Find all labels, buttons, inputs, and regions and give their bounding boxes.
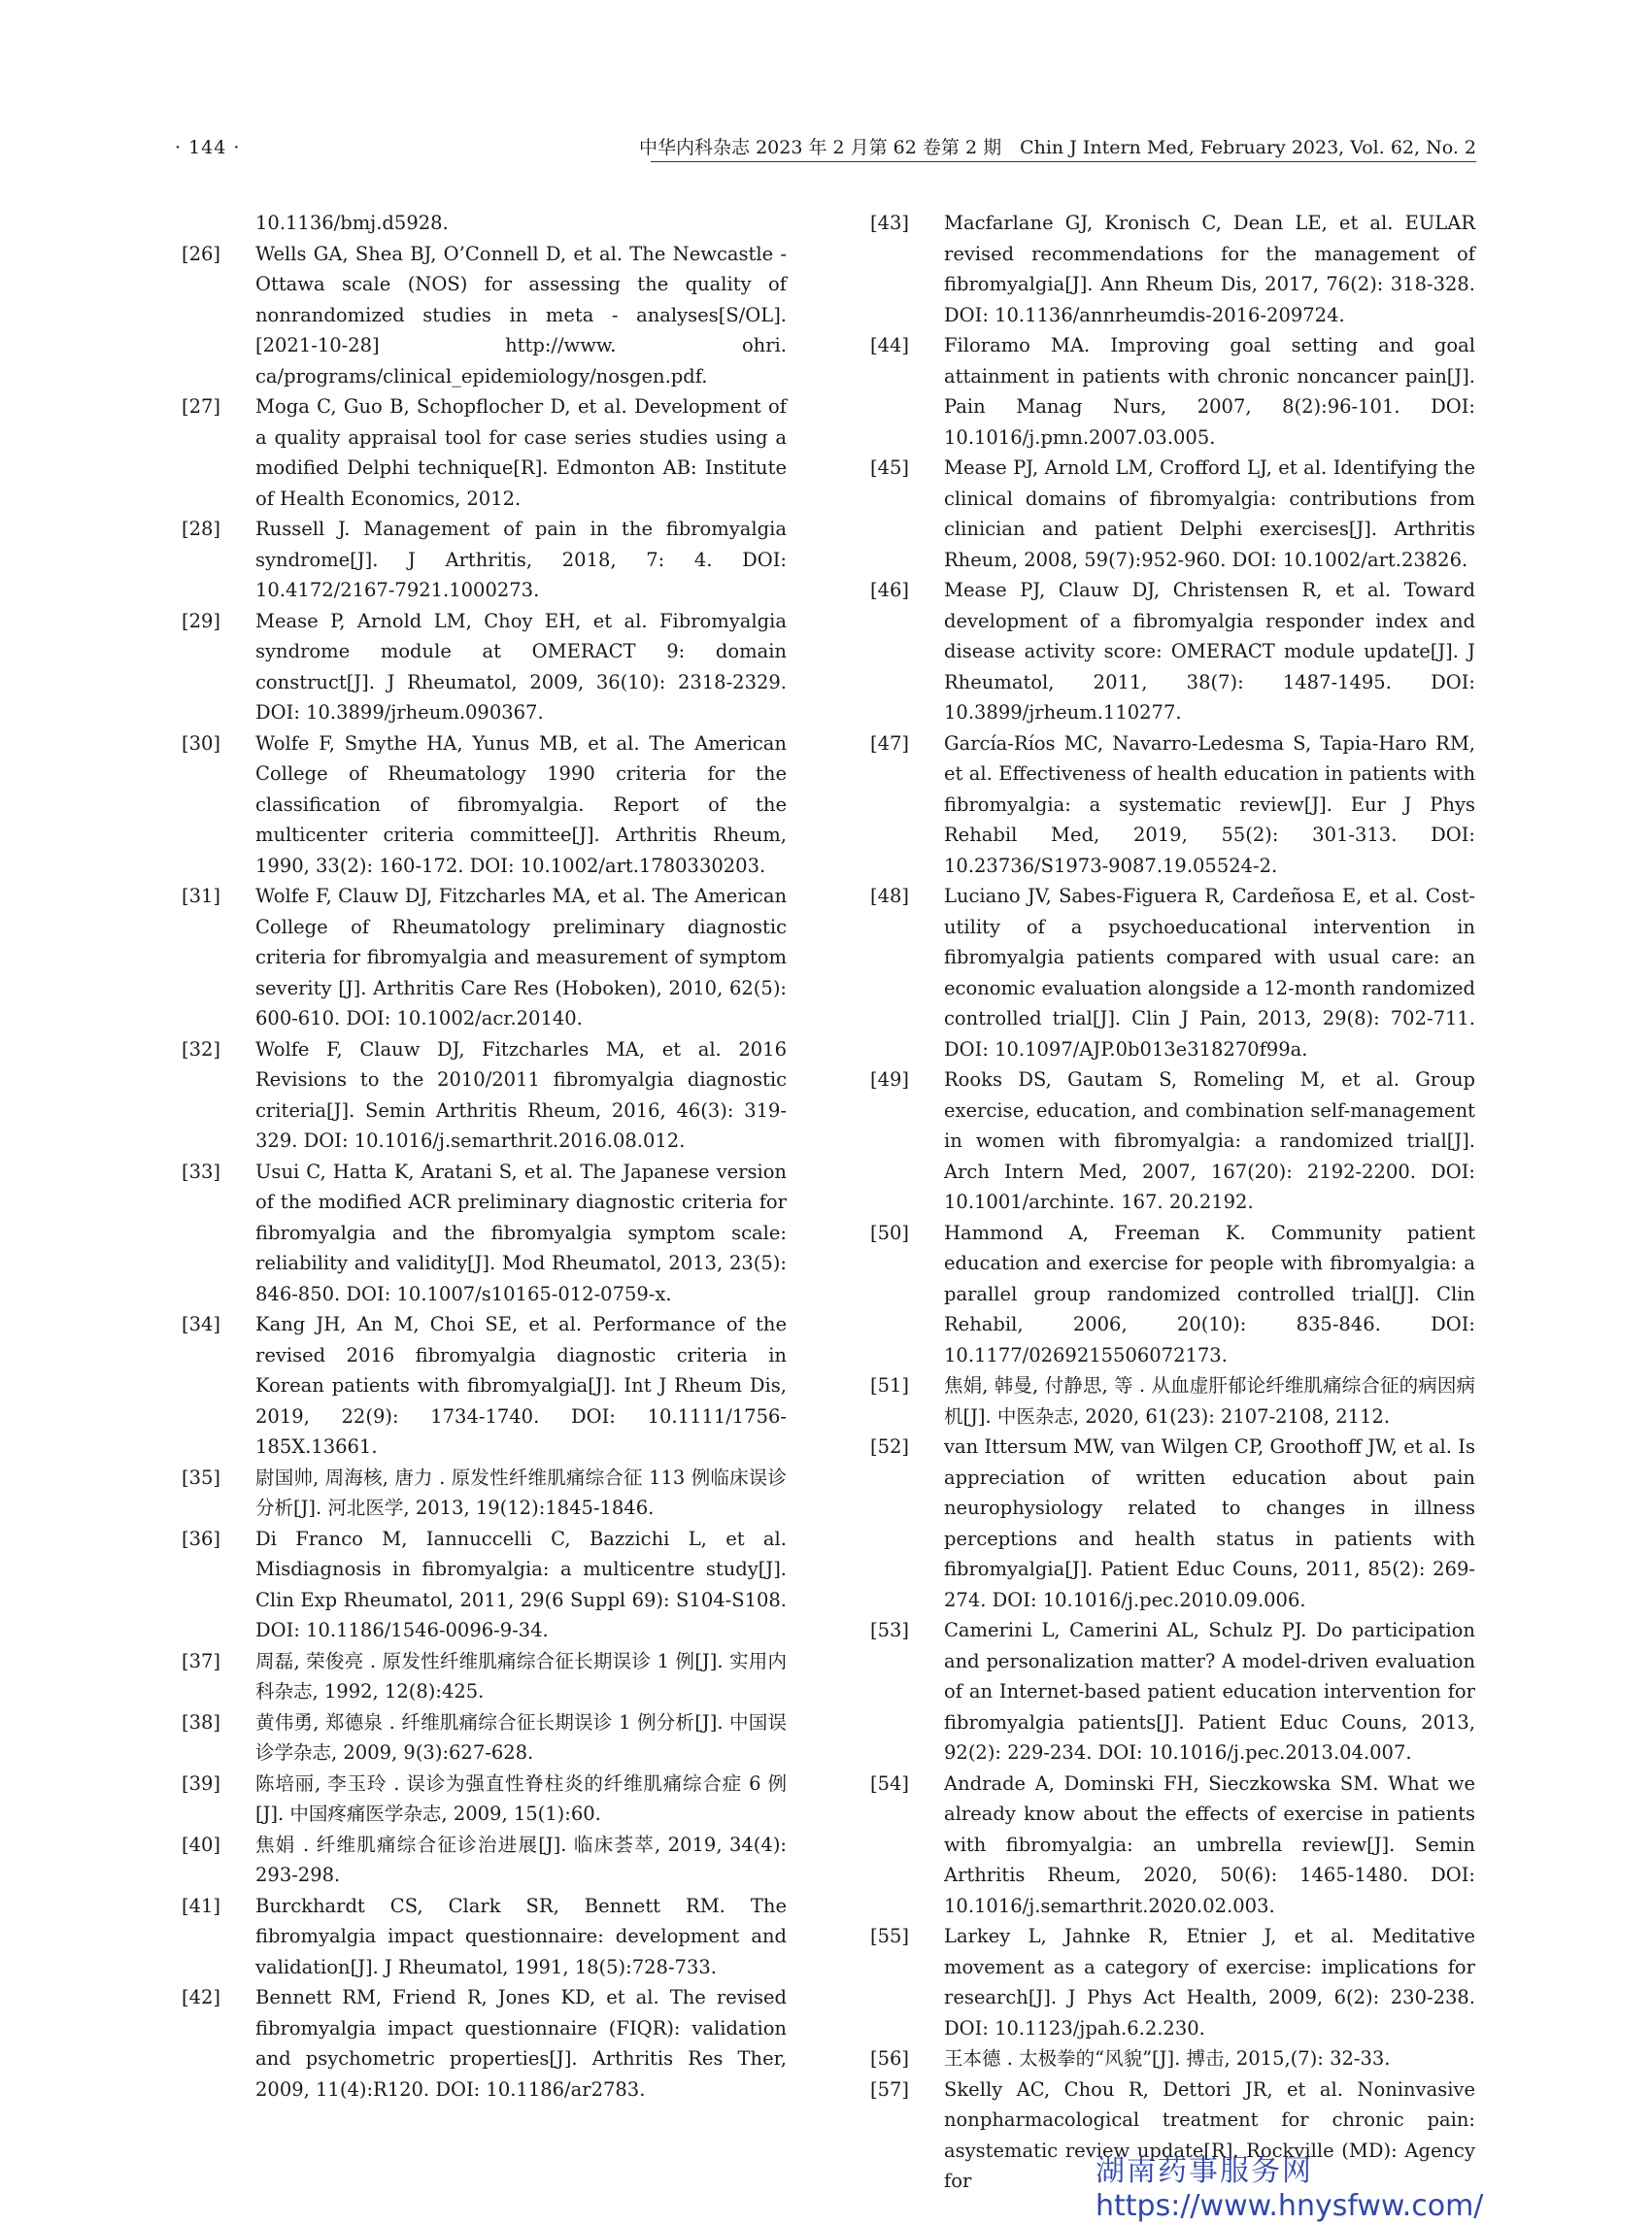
reference-text: Camerini L, Camerini AL, Schulz PJ. Do participation and personalization matter? A model-driven evaluation of an Internet-based patient education intervention for fibromyalgia patients[J]. Patient Educ Couns, 2013, 92(2): 229-234. DOI: 10.1016/j.pec.2013.04.007. [944, 1619, 1475, 1764]
reference-number: [48] [870, 885, 910, 907]
reference-item [861, 1064, 1475, 1218]
reference-column-left [173, 208, 787, 2105]
reference-item [173, 1830, 787, 1891]
reference-number: [47] [870, 731, 910, 755]
reference-number: [52] [870, 1435, 910, 1458]
reference-item [861, 208, 1475, 330]
reference-text: Mease PJ, Arnold LM, Crofford LJ, et al. Identifying the clinical domains of fibromyalgia: contributions from clinician and patient Delphi exercises[J]. Arthritis Rheum, 2008, 59(7):952-960. DOI: 10.1002/art.23826. [944, 456, 1475, 571]
watermark-url: https://www.hnysfww.com/ [1096, 2189, 1484, 2223]
reference-item [173, 1034, 787, 1157]
reference-item [173, 1891, 787, 1983]
reference-text: 周磊, 荣俊亮 . 原发性纤维肌痛综合征长期误诊 1 例[J]. 实用内科杂志, 1992, 12(8):425. [255, 1649, 787, 1702]
reference-number: [38] [182, 1710, 221, 1734]
reference-item [861, 1769, 1475, 1922]
reference-number: [51] [870, 1374, 910, 1397]
reference-text: Wolfe F, Clauw DJ, Fitzcharles MA, et al. The American College of Rheumatology preliminary diagnostic criteria for fibromyalgia and measurement of symptom severity [J]. Arthritis Care Res (Hoboken), 2010, 62(5): 600-610. DOI: 10.1002/acr.20140. [255, 885, 787, 1029]
reference-number: [27] [182, 395, 221, 418]
reference-number: [37] [182, 1649, 221, 1672]
reference-item [173, 1309, 787, 1463]
reference-item [173, 391, 787, 514]
reference-number: [40] [182, 1833, 221, 1856]
reference-item [861, 2043, 1475, 2074]
reference-number: [35] [182, 1466, 221, 1489]
reference-number: [45] [870, 456, 910, 479]
reference-number: [33] [182, 1160, 221, 1183]
reference-item [861, 881, 1475, 1064]
reference-text: Luciano JV, Sabes-Figuera R, Cardeñosa E, et al. Cost-utility of a psychoeducational intervention in fibromyalgia patients compared with usual care: an economic evaluation alongside a 12-month randomized controlled trial[J]. Clin J Pain, 2013, 29(8): 702-711. DOI: 10.1097/AJP.0b013e318270f99a. [944, 885, 1475, 1061]
reference-item [861, 575, 1475, 728]
reference-number: [36] [182, 1527, 221, 1550]
reference-text: Filoramo MA. Improving goal setting and goal attainment in patients with chronic noncancer pain[J]. Pain Manag Nurs, 2007, 8(2):96-101. DOI: 10.1016/j.pmn.2007.03.005. [944, 334, 1475, 449]
reference-text: Wells GA, Shea BJ, O’Connell D, et al. The Newcastle - Ottawa scale (NOS) for assessing the quality of nonrandomized studies in meta - analyses[S/OL]. [2021-10-28] http://www. ohri. ca/programs/clinical_epidemiology/nosgen.pdf. [255, 242, 787, 388]
reference-number: [44] [870, 334, 910, 356]
reference-text: Rooks DS, Gautam S, Romeling M, et al. Group exercise, education, and combination self-management in women with fibromyalgia: a randomized trial[J]. Arch Intern Med, 2007, 167(20): 2192-2200. DOI: 10.1001/archinte. 167. 20.2192. [944, 1068, 1475, 1213]
reference-text: Wolfe F, Clauw DJ, Fitzcharles MA, et al. 2016 Revisions to the 2010/2011 fibromyalgia diagnostic criteria[J]. Semin Arthritis Rheum, 2016, 46(3): 319-329. DOI: 10.1016/j.semarthrit.2016.08.012. [255, 1037, 787, 1152]
reference-text: Moga C, Guo B, Schopflocher D, et al. Development of a quality appraisal tool for case series studies using a modified Delphi technique[R]. Edmonton AB: Institute of Health Economics, 2012. [255, 395, 787, 510]
reference-number: [55] [870, 1925, 910, 1947]
reference-number: [53] [870, 1619, 910, 1641]
reference-item [173, 1463, 787, 1524]
reference-item [173, 728, 787, 882]
reference-number: [46] [870, 579, 910, 601]
reference-item [173, 1769, 787, 1830]
page-number: · 144 · [175, 137, 241, 158]
reference-item [173, 1157, 787, 1310]
reference-number: [57] [870, 2077, 910, 2101]
reference-item [173, 239, 787, 392]
reference-item [861, 330, 1475, 453]
reference-text: Russell J. Management of pain in the fibromyalgia syndrome[J]. J Arthritis, 2018, 7: 4. DOI: 10.4172/2167-7921.1000273. [255, 518, 787, 601]
reference-text: Skelly AC, Chou R, Dettori JR, et al. Noninvasive nonpharmacological treatment for chronic pain: asystematic review update[R]. Rockville (MD): Agency for [944, 2077, 1475, 2192]
reference-item [861, 453, 1475, 575]
reference-text: Mease PJ, Clauw DJ, Christensen R, et al. Toward development of a fibromyalgia responder index and disease activity score: OMERACT module update[J]. J Rheumatol, 2011, 38(7): 1487-1495. DOI: 10.3899/jrheum.110277. [944, 579, 1475, 724]
reference-number: [42] [182, 1986, 221, 2008]
journal-citation-header: 中华内科杂志 2023 年 2 月第 62 卷第 2 期 Chin J Intern Med, February 2023, Vol. 62, No. 2 [639, 137, 1476, 158]
reference-item [861, 1615, 1475, 1769]
reference-number: [28] [182, 518, 221, 540]
reference-number: [34] [182, 1313, 221, 1335]
reference-number: [29] [182, 609, 221, 632]
reference-number: [43] [870, 212, 910, 234]
watermark-site-name: 湖南药事服务网 [1096, 2154, 1313, 2188]
reference-text: 尉国帅, 周海核, 唐力 . 原发性纤维肌痛综合征 113 例临床误诊分析[J]. 河北医学, 2013, 19(12):1845-1846. [255, 1466, 787, 1519]
page-header [175, 132, 1476, 163]
reference-text: Burckhardt CS, Clark SR, Bennett RM. The fibromyalgia impact questionnaire: development and validation[J]. J Rheumatol, 1991, 18(5):728-733. [255, 1894, 787, 1978]
reference-text: 焦娟 . 纤维肌痛综合征诊治进展[J]. 临床荟萃, 2019, 34(4): 293-298. [255, 1833, 787, 1886]
reference-text: Macfarlane GJ, Kronisch C, Dean LE, et al. EULAR revised recommendations for the management of fibromyalgia[J]. Ann Rheum Dis, 2017, 76(2): 318-328. DOI: 10.1136/annrheumdis-2016-209724. [944, 212, 1475, 326]
reference-text: García-Ríos MC, Navarro-Ledesma S, Tapia-Haro RM, et al. Effectiveness of health education in patients with fibromyalgia: a systematic review[J]. Eur J Phys Rehabil Med, 2019, 55(2): 301-313. DOI: 10.23736/S1973-9087.19.05524-2. [944, 731, 1475, 877]
reference-text: Mease P, Arnold LM, Choy EH, et al. Fibromyalgia syndrome module at OMERACT 9: domain construct[J]. J Rheumatol, 2009, 36(10): 2318-2329. DOI: 10.3899/jrheum.090367. [255, 609, 787, 724]
reference-number: [50] [870, 1221, 910, 1244]
reference-text: van Ittersum MW, van Wilgen CP, Groothoff JW, et al. Is appreciation of written education about pain neurophysiology related to changes in illness perceptions and health status in patients with fibromyalgia[J]. Patient Educ Couns, 2011, 85(2): 269-274. DOI: 10.1016/j.pec.2010.09.006. [944, 1435, 1475, 1611]
reference-number: [49] [870, 1068, 910, 1091]
reference-text: Andrade A, Dominski FH, Sieczkowska SM. What we already know about the effects of exercise in patients with fibromyalgia: an umbrella review[J]. Semin Arthritis Rheum, 2020, 50(6): 1465-1480. DOI: 10.1016/j.semarthrit.2020.02.003. [944, 1771, 1475, 1917]
reference-item [173, 1982, 787, 2105]
reference-number: [30] [182, 731, 221, 755]
reference-item [173, 1524, 787, 1646]
reference-item [861, 1921, 1475, 2043]
reference-number: [26] [182, 242, 221, 265]
reference-text: Larkey L, Jahnke R, Etnier J, et al. Meditative movement as a category of exercise: implications for research[J]. J Phys Act Health, 2009, 6(2): 230-238. DOI: 10.1123/jpah.6.2.230. [944, 1925, 1475, 2040]
reference-text: 王本德 . 太极拳的“风貌”[J]. 搏击, 2015,(7): 32-33. [944, 2047, 1391, 2070]
watermark [1096, 2154, 1601, 2224]
reference-text: Kang JH, An M, Choi SE, et al. Performance of the revised 2016 fibromyalgia diagnostic criteria in Korean patients with fibromyalgia[J]. Int J Rheum Dis, 2019, 22(9): 1734-1740. DOI: 10.1111/1756-185X.13661. [255, 1313, 787, 1458]
reference-text: Di Franco M, Iannuccelli C, Bazzichi L, et al. Misdiagnosis in fibromyalgia: a multicentre study[J]. Clin Exp Rheumatol, 2011, 29(6 Suppl 69): S104-S108. DOI: 10.1186/1546-0096-9-34. [255, 1527, 787, 1641]
reference-number: [41] [182, 1894, 221, 1917]
header-rule [651, 161, 1476, 162]
reference-item [173, 606, 787, 728]
reference-text: Usui C, Hatta K, Aratani S, et al. The Japanese version of the modified ACR preliminary diagnostic criteria for fibromyalgia and the fibromyalgia symptom scale: reliability and validity[J]. Mod Rheumatol, 2013, 23(5): 846-850. DOI: 10.1007/s10165-012-0759-x. [255, 1160, 787, 1305]
reference-item [861, 1370, 1475, 1432]
reference-number: [32] [182, 1037, 221, 1061]
reference-text: 黄伟勇, 郑德泉 . 纤维肌痛综合征长期误诊 1 例分析[J]. 中国误诊学杂志, 2009, 9(3):627-628. [255, 1710, 787, 1764]
reference-text: Wolfe F, Smythe HA, Yunus MB, et al. The American College of Rheumatology 1990 criteria for the classification of fibromyalgia. Report of the multicenter criteria committee[J]. Arthritis Rheum, 1990, 33(2): 160-172. DOI: 10.1002/art.1780330203. [255, 731, 787, 877]
reference-continuation: 10.1136/bmj.d5928. [255, 212, 449, 234]
reference-text: 焦娟, 韩曼, 付静思, 等 . 从血虚肝郁论纤维肌痛综合征的病因病机[J]. 中医杂志, 2020, 61(23): 2107-2108, 2112. [944, 1374, 1475, 1428]
reference-text: Hammond A, Freeman K. Community patient education and exercise for people with fibromyalgia: a parallel group randomized controlled trial[J]. Clin Rehabil, 2006, 20(10): 835-846. DOI: 10.1177/0269215506072173. [944, 1221, 1475, 1366]
reference-item [861, 1432, 1475, 1615]
reference-item [861, 1218, 1475, 1371]
reference-text: 陈培丽, 李玉玲 . 误诊为强直性脊柱炎的纤维肌痛综合症 6 例[J]. 中国疼痛医学杂志, 2009, 15(1):60. [255, 1771, 787, 1825]
reference-text: Bennett RM, Friend R, Jones KD, et al. The revised fibromyalgia impact questionnaire (FIQR): validation and psychometric properties[J]. Arthritis Res Ther, 2009, 11(4):R120. DOI: 10.1186/ar2783. [255, 1986, 787, 2101]
reference-item [173, 514, 787, 606]
reference-item [173, 1646, 787, 1707]
reference-number: [56] [870, 2047, 910, 2070]
reference-column-right [861, 208, 1475, 2197]
reference-item [861, 728, 1475, 882]
reference-item [173, 881, 787, 1034]
reference-number: [39] [182, 1771, 221, 1795]
reference-number: [31] [182, 885, 221, 907]
reference-number: [54] [870, 1771, 910, 1795]
reference-item [173, 1707, 787, 1769]
